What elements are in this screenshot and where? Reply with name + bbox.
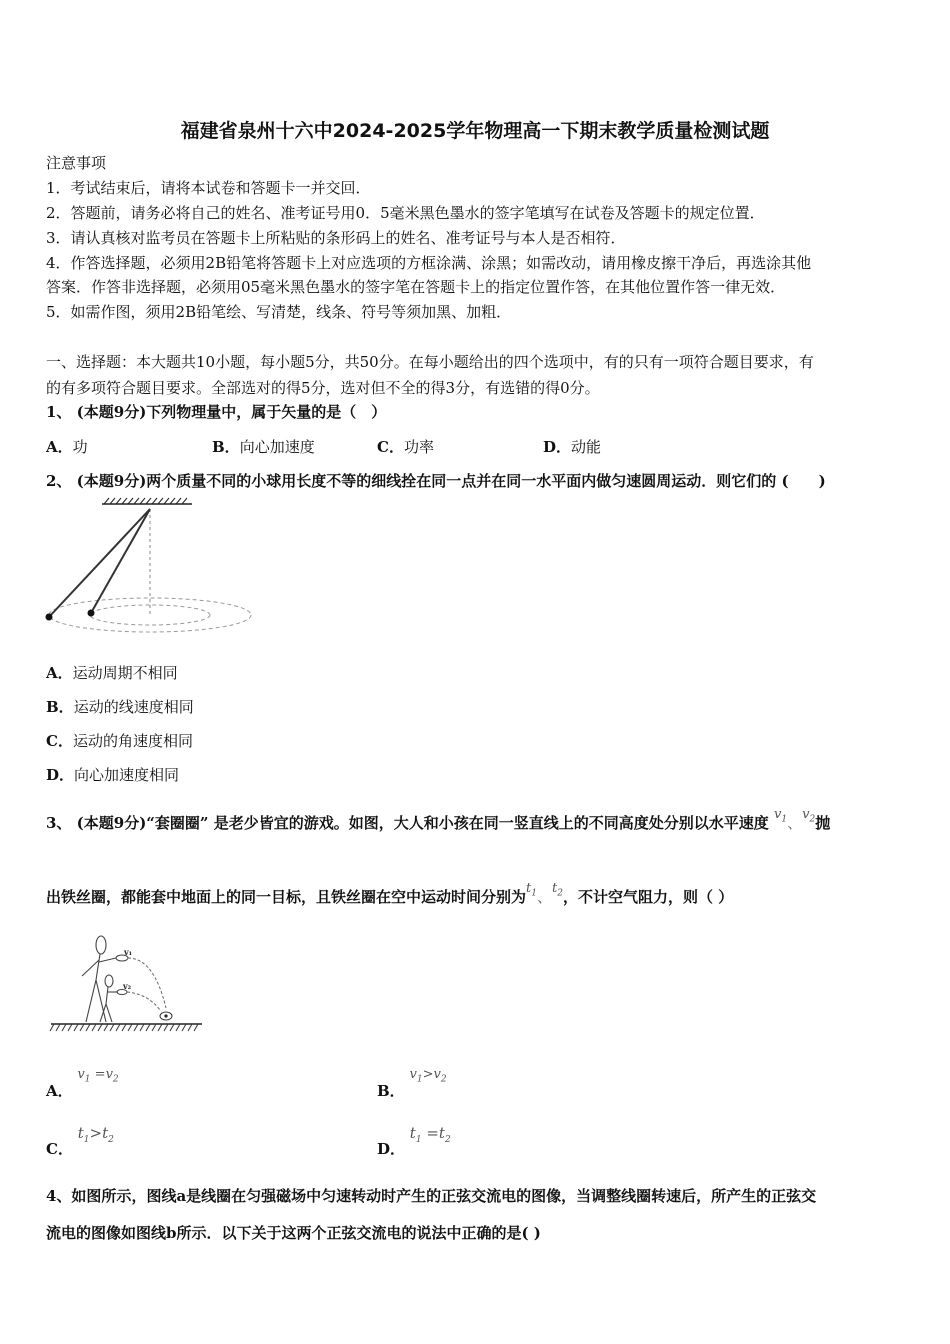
notice-heading: 注意事项 [46, 154, 107, 172]
short-string [91, 509, 150, 613]
adult-figure [82, 936, 116, 1022]
notice-item: 5．如需作图，须用2B铅笔绘、写清楚，线条、符号等须加黑、加粗． [46, 303, 512, 321]
notice-item: 1．考试结束后，请将本试卷和答题卡一并交回． [46, 179, 371, 197]
ring-toss-figure [46, 928, 206, 1036]
question-4-stem: 4、如图所示，图线a是线圈在匀强磁场中匀速转动时产生的正弦交流电的图像，当调整线圈转速后，所产生的正弦交 [46, 1187, 817, 1205]
q3-option-c[interactable]: C． $t_1>t_2$ [46, 1124, 114, 1158]
fig-label-v1: v₁ [124, 947, 133, 957]
q3-option-a[interactable]: A． $v_1 =v_2$ [46, 1067, 119, 1100]
ground-hatch [50, 1024, 198, 1031]
child-trajectory [127, 992, 160, 1010]
q2-option-d[interactable]: D．向心加速度相同 [46, 766, 180, 784]
q3-option-b[interactable]: B． $v_1>v_2$ [377, 1067, 447, 1100]
question-4-stem: 流电的图像如图线b所示．以下关于这两个正弦交流电的说法中正确的是( ) [46, 1224, 541, 1242]
long-string [49, 509, 150, 617]
q2-option-c[interactable]: C．运动的角速度相同 [46, 732, 193, 750]
conical-pendulum-figure [40, 495, 260, 640]
question-2-stem: 2、 (本题9分)两个质量不同的小球用长度不等的细线拴在同一点并在同一水平面内做匀速圆周运动．则它们的 ( ) [46, 472, 826, 490]
notice-item: 2．答题前，请务必将自己的姓名、准考证号用0．5毫米黑色墨水的签字笔填写在试卷及答题卡的规定位置． [46, 204, 765, 222]
v1-symbol: $v_1$ [774, 807, 788, 825]
target-center [164, 1014, 167, 1017]
ball-outer [46, 614, 53, 621]
section-instructions: 的有多项符合题目要求。全部选对的得5分，选对但不全的得3分，有选错的得0分。 [46, 379, 600, 397]
adult-trajectory [128, 958, 166, 1008]
q1-option-c[interactable]: C．功率 [377, 438, 434, 456]
question-3-stem-line2: 出铁丝圈，都能套中地面上的同一目标，且铁丝圈在空中运动时间分别为$t_1$、$t_2$，不计空气阻力，则（ ） [46, 881, 734, 906]
t1-symbol: $t_1$ [526, 881, 537, 899]
fig-label-v2: v₂ [123, 981, 132, 991]
t2-symbol: $t_2$ [552, 881, 563, 899]
question-3-stem-line1: 3、 (本题9分)“套圈圈” 是老少皆宜的游戏。如图，大人和小孩在同一竖直线上的不同高度处分别以水平速度 $v_1$、$v_2$抛 [46, 807, 831, 832]
q3-option-d[interactable]: D． $t_1 =t_2$ [377, 1124, 451, 1158]
notice-item: 4．作答选择题，必须用2B铅笔将答题卡上对应选项的方框涂满、涂黑；如需改动，请用橡皮擦干净后，再选涂其他 [46, 254, 812, 272]
ball-inner [88, 610, 95, 617]
question-1-stem: 1、 (本题9分)下列物理量中，属于矢量的是（ ） [46, 403, 387, 421]
q1-option-a[interactable]: A．功 [46, 438, 88, 456]
ceiling-hatch [104, 498, 187, 504]
q1-option-d[interactable]: D．动能 [543, 438, 602, 456]
child-figure [100, 975, 118, 1022]
section-instructions: 一、选择题：本大题共10小题，每小题5分，共50分。在每小题给出的四个选项中，有的只有一项符合题目要求，有 [46, 353, 814, 371]
q2-option-b[interactable]: B．运动的线速度相同 [46, 698, 194, 716]
notice-item: 3．请认真核对监考员在答题卡上所粘贴的条形码上的姓名、准考证号与本人是否相符． [46, 229, 626, 247]
page-title: 福建省泉州十六中2024-2025学年物理高一下期末教学质量检测试题 [180, 120, 770, 142]
notice-item: 答案．作答非选择题，必须用05毫米黑色墨水的签字笔在答题卡上的指定位置作答，在其他位置作答一律无效． [46, 278, 786, 296]
v2-symbol: $v_2$ [802, 807, 816, 825]
q1-option-b[interactable]: B．向心加速度 [212, 438, 315, 456]
q2-option-a[interactable]: A．运动周期不相同 [46, 664, 178, 682]
